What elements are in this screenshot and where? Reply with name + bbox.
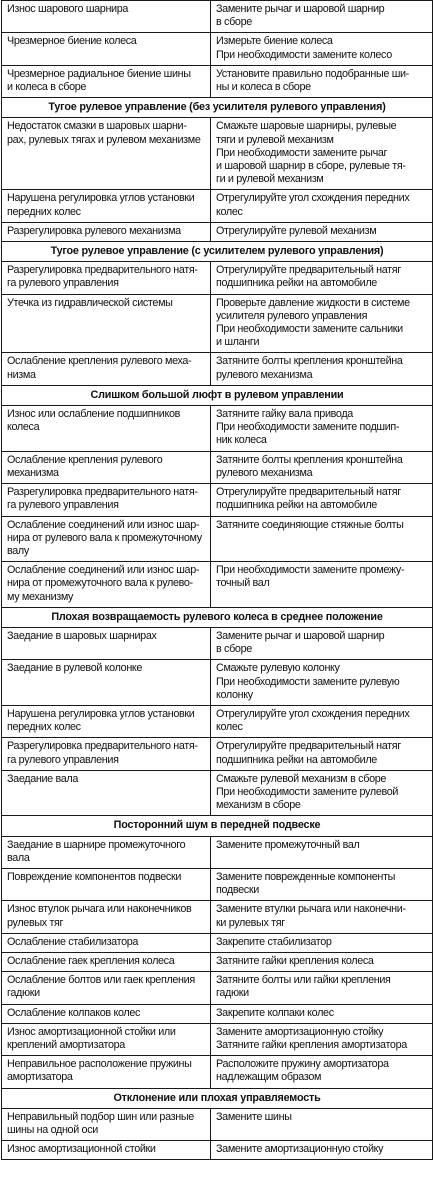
cause-cell: Заедание в рулевой колонке bbox=[2, 660, 211, 706]
table-row bbox=[2, 1141, 433, 1160]
table-row bbox=[2, 516, 433, 562]
cause-cell: Ослабление крепления рулевого меха- низма bbox=[2, 353, 211, 385]
remedy-cell: Затяните соединяющие стяжные болты bbox=[211, 516, 433, 562]
section-header-row bbox=[2, 385, 433, 405]
cause-cell: Повреждение компонентов подвески bbox=[2, 868, 211, 900]
remedy-cell: Расположите пружину амортизатора надлежащим образом bbox=[211, 1056, 433, 1088]
section-title: Тугое рулевое управление (без усилителя рулевого управления) bbox=[2, 98, 433, 118]
remedy-cell: Смажьте рулевой механизм в сборе При необходимости замените рулевой механизм в сборе bbox=[211, 770, 433, 816]
table-row bbox=[2, 933, 433, 952]
section-title: Слишком большой люфт в рулевом управлении bbox=[2, 385, 433, 405]
cause-cell: Ослабление болтов или гаек крепления гадюки bbox=[2, 972, 211, 1004]
table-row bbox=[2, 1023, 433, 1055]
table-row bbox=[2, 627, 433, 659]
table-row bbox=[2, 353, 433, 385]
cause-cell: Ослабление колпаков колес bbox=[2, 1004, 211, 1023]
cause-cell: Утечка из гидравлической системы bbox=[2, 294, 211, 353]
table-row bbox=[2, 1108, 433, 1140]
cause-cell: Неправильный подбор шин или разные шины на одной оси bbox=[2, 1108, 211, 1140]
table-row bbox=[2, 406, 433, 452]
remedy-cell: Проверьте давление жидкости в системе усилителя рулевого управления При необходимости замените сальники и шланги bbox=[211, 294, 433, 353]
cause-cell: Ослабление соединений или износ шар- нира от промежуточного вала к рулево- му механизму bbox=[2, 562, 211, 608]
cause-cell: Неправильное расположение пружины амортизатора bbox=[2, 1056, 211, 1088]
remedy-cell: Измерьте биение колеса При необходимости замените колесо bbox=[211, 33, 433, 65]
remedy-cell: Установите правильно подобранные ши- ны и колеса в сборе bbox=[211, 65, 433, 97]
table-row bbox=[2, 451, 433, 483]
remedy-cell: Закрепите стабилизатор bbox=[211, 933, 433, 952]
remedy-cell: Отрегулируйте предварительный натяг подшипника рейки на автомобиле bbox=[211, 262, 433, 294]
remedy-cell: Затяните гайки крепления колеса bbox=[211, 952, 433, 971]
table-row bbox=[2, 190, 433, 222]
section-title: Плохая возвращаемость рулевого колеса в среднее положение bbox=[2, 607, 433, 627]
section-title: Посторонний шум в передней подвеске bbox=[2, 816, 433, 836]
cause-cell: Заедание вала bbox=[2, 770, 211, 816]
table-row bbox=[2, 33, 433, 65]
cause-cell: Заедание в шарнире промежуточного вала bbox=[2, 836, 211, 868]
cause-cell: Износ или ослабление подшипников колеса bbox=[2, 406, 211, 452]
section-header-row bbox=[2, 607, 433, 627]
section-header-row bbox=[2, 98, 433, 118]
remedy-cell: Отрегулируйте угол схождения передних колес bbox=[211, 190, 433, 222]
remedy-cell: Замените амортизационную стойку bbox=[211, 1141, 433, 1160]
remedy-cell: Отрегулируйте рулевой механизм bbox=[211, 222, 433, 241]
cause-cell: Чрезмерное биение колеса bbox=[2, 33, 211, 65]
section-header-row bbox=[2, 1088, 433, 1108]
cause-cell: Недостаток смазки в шаровых шарни- рах, рулевых тягах и рулевом механизме bbox=[2, 118, 211, 190]
remedy-cell: Смажьте рулевую колонку При необходимости замените рулевую колонку bbox=[211, 660, 433, 706]
table-row bbox=[2, 660, 433, 706]
cause-cell: Разрегулировка предварительного натя- га рулевого управления bbox=[2, 484, 211, 516]
remedy-cell: Замените промежуточный вал bbox=[211, 836, 433, 868]
table-row bbox=[2, 1004, 433, 1023]
cause-cell: Чрезмерное радиальное биение шины и колеса в сборе bbox=[2, 65, 211, 97]
remedy-cell: Отрегулируйте предварительный натяг подшипника рейки на автомобиле bbox=[211, 484, 433, 516]
cause-cell: Износ шарового шарнира bbox=[2, 1, 211, 33]
table-row bbox=[2, 972, 433, 1004]
remedy-cell: Затяните болты или гайки крепления гадюки bbox=[211, 972, 433, 1004]
remedy-cell: Затяните болты крепления кронштейна рулевого механизма bbox=[211, 451, 433, 483]
cause-cell: Разрегулировка предварительного натя- га рулевого управления bbox=[2, 262, 211, 294]
remedy-cell: Замените рычаг и шаровой шарнир в сборе bbox=[211, 1, 433, 33]
table-row bbox=[2, 770, 433, 816]
section-header-row bbox=[2, 816, 433, 836]
remedy-cell: Замените амортизационную стойку Затяните гайки крепления амортизатора bbox=[211, 1023, 433, 1055]
cause-cell: Ослабление крепления рулевого механизма bbox=[2, 451, 211, 483]
table-row bbox=[2, 262, 433, 294]
remedy-cell: Замените рычаг и шаровой шарнир в сборе bbox=[211, 627, 433, 659]
table-row bbox=[2, 868, 433, 900]
cause-cell: Износ амортизационной стойки bbox=[2, 1141, 211, 1160]
table-row bbox=[2, 738, 433, 770]
table-row bbox=[2, 901, 433, 933]
remedy-cell: Замените поврежденные компоненты подвески bbox=[211, 868, 433, 900]
cause-cell: Ослабление гаек крепления колеса bbox=[2, 952, 211, 971]
remedy-cell: Отрегулируйте предварительный натяг подшипника рейки на автомобиле bbox=[211, 738, 433, 770]
troubleshooting-table bbox=[1, 0, 433, 1160]
cause-cell: Нарушена регулировка углов установки передних колес bbox=[2, 705, 211, 737]
table-row bbox=[2, 705, 433, 737]
remedy-cell: Смажьте шаровые шарниры, рулевые тяги и рулевой механизм При необходимости замените рычаг и шаровой шарнир в сборе, рулевые тя- ги и рулевой механизм bbox=[211, 118, 433, 190]
cause-cell: Нарушена регулировка углов установки передних колес bbox=[2, 190, 211, 222]
cause-cell: Износ втулок рычага или наконечников рулевых тяг bbox=[2, 901, 211, 933]
table-row bbox=[2, 294, 433, 353]
cause-cell: Ослабление стабилизатора bbox=[2, 933, 211, 952]
table-row bbox=[2, 484, 433, 516]
remedy-cell: Закрепите колпаки колес bbox=[211, 1004, 433, 1023]
cause-cell: Разрегулировка рулевого механизма bbox=[2, 222, 211, 241]
remedy-cell: Затяните болты крепления кронштейна рулевого механизма bbox=[211, 353, 433, 385]
table-row bbox=[2, 65, 433, 97]
troubleshooting-table-body bbox=[2, 1, 433, 1160]
table-row bbox=[2, 1, 433, 33]
section-header-row bbox=[2, 242, 433, 262]
section-title: Отклонение или плохая управляемость bbox=[2, 1088, 433, 1108]
table-row bbox=[2, 118, 433, 190]
table-row bbox=[2, 222, 433, 241]
remedy-cell: Затяните гайку вала привода При необходимости замените подшип- ник колеса bbox=[211, 406, 433, 452]
remedy-cell: При необходимости замените промежу- точный вал bbox=[211, 562, 433, 608]
cause-cell: Заедание в шаровых шарнирах bbox=[2, 627, 211, 659]
table-row bbox=[2, 1056, 433, 1088]
cause-cell: Ослабление соединений или износ шар- нира от рулевого вала к промежуточному валу bbox=[2, 516, 211, 562]
table-row bbox=[2, 562, 433, 608]
section-title: Тугое рулевое управление (с усилителем рулевого управления) bbox=[2, 242, 433, 262]
table-row bbox=[2, 952, 433, 971]
remedy-cell: Отрегулируйте угол схождения передних колес bbox=[211, 705, 433, 737]
remedy-cell: Замените втулки рычага или наконечни- ки рулевых тяг bbox=[211, 901, 433, 933]
cause-cell: Износ амортизационной стойки или креплений амортизатора bbox=[2, 1023, 211, 1055]
remedy-cell: Замените шины bbox=[211, 1108, 433, 1140]
cause-cell: Разрегулировка предварительного натя- га рулевого управления bbox=[2, 738, 211, 770]
table-row bbox=[2, 836, 433, 868]
